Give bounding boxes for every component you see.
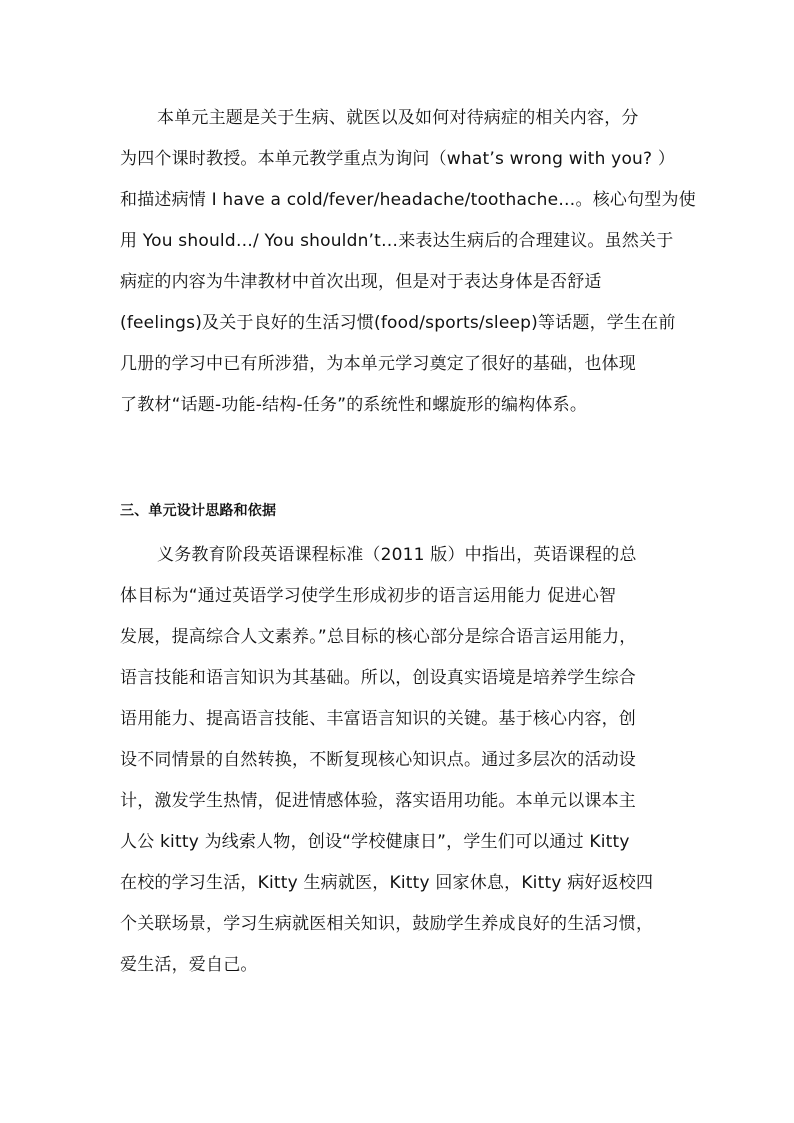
paragraph-1-line-2: 为四个课时教授。本单元教学重点为询问（what’s wrong with you? ） <box>120 149 676 169</box>
paragraph-1-line-8: 了教材“话题-功能-结构-任务”的系统性和螺旋形的编构体系。 <box>120 395 588 415</box>
paragraph-1-line-7: 几册的学习中已有所涉猎，为本单元学习奠定了很好的基础，也体现 <box>120 354 636 374</box>
paragraph-1-line-1: 本单元主题是关于生病、就医以及如何对待病症的相关内容，分 <box>157 108 639 128</box>
section-3-line-1: 义务教育阶段英语课程标准（2011 版）中指出，英语课程的总 <box>157 545 637 565</box>
section-3-line-11: 爱生活，爱自己。 <box>120 955 258 975</box>
section-3-line-5: 语用能力、提高语言技能、丰富语言知识的关键。基于核心内容，创 <box>120 709 636 729</box>
section-heading: 三、单元设计思路和依据 <box>120 503 277 519</box>
paragraph-1-line-5: 病症的内容为牛津教材中首次出现，但是对于表达身体是否舒适 <box>120 272 602 292</box>
section-3-line-4: 语言技能和语言知识为其基础。所以，创设真实语境是培养学生综合 <box>120 668 636 688</box>
section-3-line-10: 个关联场景，学习生病就医相关知识，鼓励学生养成良好的生活习惯， <box>120 914 654 934</box>
section-3-line-9: 在校的学习生活，Kitty 生病就医，Kitty 回家休息，Kitty 病好返校四 <box>120 873 654 893</box>
paragraph-1-line-6: (feelings)及关于良好的生活习惯(food/sports/sleep)等话题，学生在前 <box>120 313 676 333</box>
paragraph-1-line-4: 用 You should…/ You shouldn’t…来表达生病后的合理建议。虽然关于 <box>120 231 674 251</box>
section-3-line-2: 体目标为“通过英语学习使学生形成初步的语言运用能力 促进心智 <box>120 586 617 606</box>
section-3-line-3: 发展，提高综合人文素养。”总目标的核心部分是综合语言运用能力， <box>120 627 637 647</box>
section-3-line-7: 计，激发学生热情，促进情感体验，落实语用功能。本单元以课本主 <box>120 791 636 811</box>
section-3-line-6: 设不同情景的自然转换，不断复现核心知识点。通过多层次的活动设 <box>120 750 636 770</box>
section-3-line-8: 人公 kitty 为线索人物，创设“学校健康日”，学生们可以通过 Kitty <box>120 832 630 852</box>
paragraph-1-line-3: 和描述病情 I have a cold/fever/headache/toothache…。核心句型为使 <box>120 190 696 210</box>
